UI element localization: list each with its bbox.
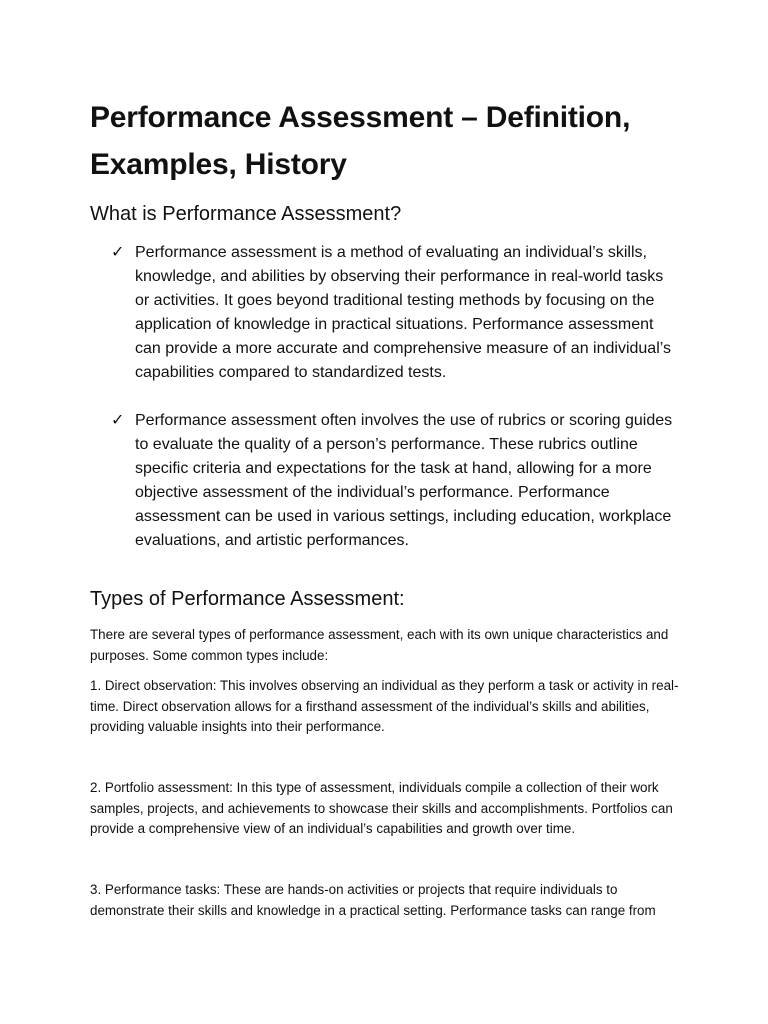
type-item-performance-tasks: 3. Performance tasks: These are hands-on activities or projects that require individuals to demonstrate their skills and knowledge in a practical setting. Performance tasks can range from	[90, 882, 656, 918]
page-title: Performance Assessment – Definition, Examples, History	[90, 101, 631, 181]
bullet-text: Performance assessment often involves the use of rubrics or scoring guides to evaluate the quality of a person’s performance. These rubrics outline specific criteria and expectations for the task at hand, allowing for a more objective assessment of the individual’s performance. Performance assessment can be used in various settings, including education, workplace evaluations, and artistic performances.	[135, 412, 673, 549]
types-intro-paragraph: There are several types of performance assessment, each with its own unique characteristics and purposes. Some common types include:	[90, 627, 669, 663]
section-heading-what-is: What is Performance Assessment?	[90, 203, 402, 225]
type-item-portfolio-assessment: 2. Portfolio assessment: In this type of assessment, individuals compile a collection of their work samples, projects, and achievements to showcase their skills and accomplishments. Portfolios can provide a comprehensive view of an individual’s capabilities and growth over time.	[90, 780, 673, 836]
check-icon: ✓	[111, 244, 125, 261]
bullet-text: Performance assessment is a method of evaluating an individual’s skills, knowledge, and abilities by observing their performance in real-world tasks or activities. It goes beyond traditional testing methods by focusing on the application of knowledge in practical situations. Performance assessment can provide a more accurate and comprehensive measure of an individual’s capabilities compared to standardized tests.	[135, 244, 672, 381]
type-item-direct-observation: 1. Direct observation: This involves observing an individual as they perform a task or activity in real-time. Direct observation allows for a firsthand assessment of the individual’s skills and abilities, providing valuable insights into their performance.	[90, 678, 679, 734]
bullet-item	[0, 241, 675, 385]
check-icon: ✓	[111, 412, 125, 429]
bullet-list	[0, 241, 675, 553]
bullet-item	[0, 409, 675, 553]
section-heading-types: Types of Performance Assessment:	[90, 588, 405, 610]
